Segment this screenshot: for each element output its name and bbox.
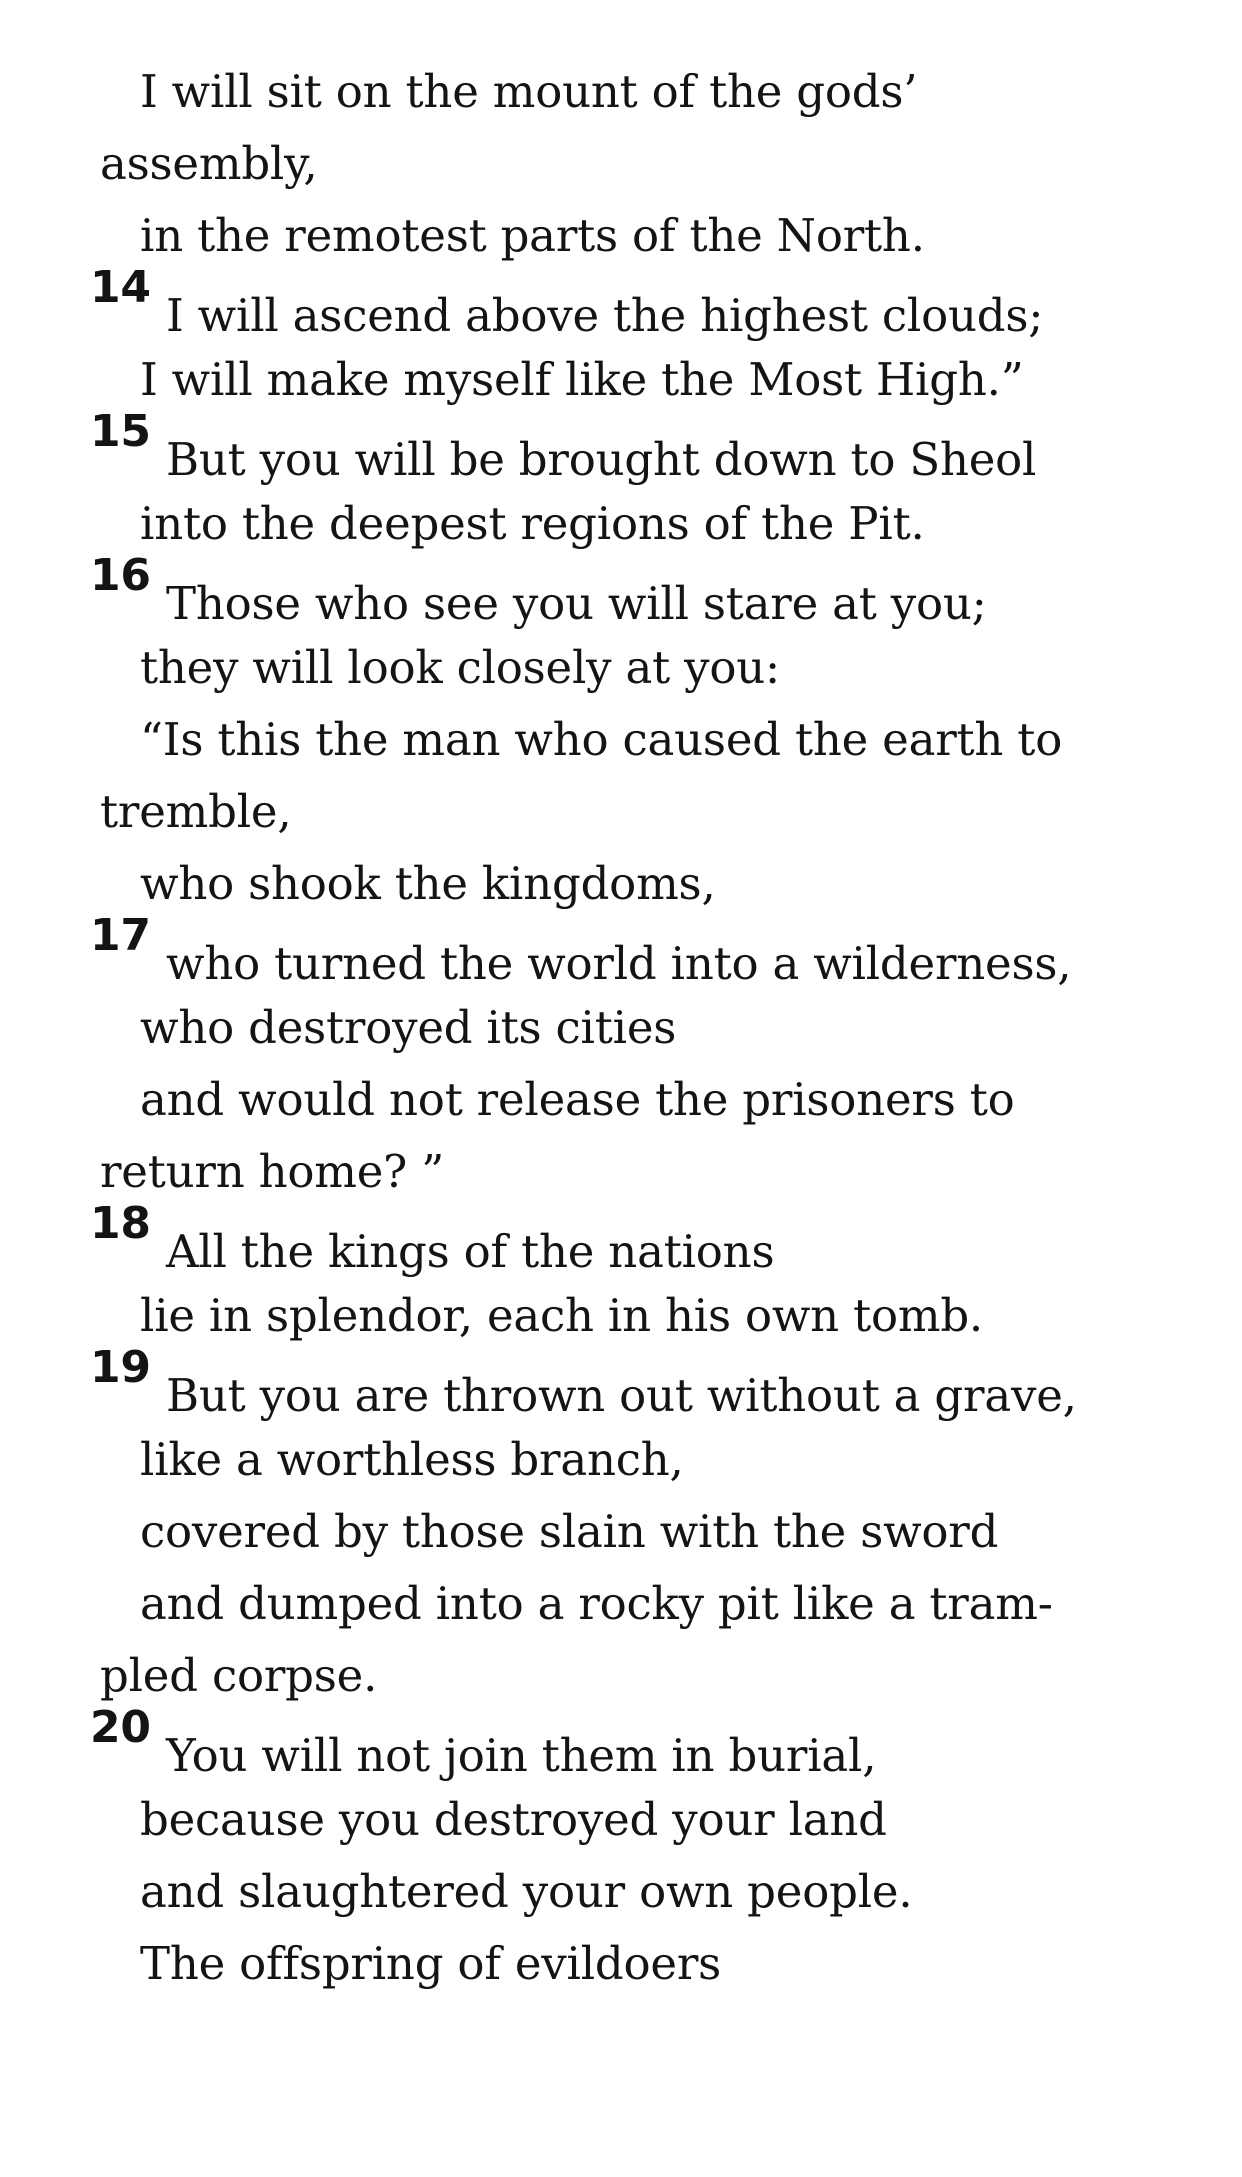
line-text: and would not release the prisoners to	[140, 1073, 1015, 1126]
line-text: Those who see you will stare at you;	[166, 577, 987, 630]
passage-line	[100, 1568, 1200, 1640]
passage-line	[100, 344, 1200, 416]
verse-16-line	[90, 550, 1200, 632]
passage-line	[100, 200, 1200, 272]
line-text: because you destroyed your land	[140, 1793, 887, 1846]
verse-17-line	[90, 910, 1200, 992]
line-text: who shook the kingdoms,	[140, 857, 716, 910]
line-text: pled corpse.	[100, 1649, 378, 1702]
verse-number: 18	[90, 1198, 151, 1249]
line-text: “Is this the man who caused the earth to	[140, 713, 1063, 766]
line-text: in the remotest parts of the North.	[140, 209, 925, 262]
line-text: I will sit on the mount of the gods’	[140, 65, 918, 118]
verse-number: 16	[90, 550, 151, 601]
verse-15-line	[90, 406, 1200, 488]
passage-line	[100, 1496, 1200, 1568]
line-text: covered by those slain with the sword	[140, 1505, 999, 1558]
line-text: But you will be brought down to Sheol	[166, 433, 1037, 486]
line-text: return home? ”	[100, 1145, 445, 1198]
line-text: and dumped into a rocky pit like a tram-	[140, 1577, 1053, 1630]
passage-line	[100, 1424, 1200, 1496]
passage-line	[100, 1136, 1200, 1208]
passage-line	[100, 776, 1200, 848]
passage-line	[100, 1640, 1200, 1712]
passage-line	[100, 488, 1200, 560]
verse-19-line	[90, 1342, 1200, 1424]
line-text: I will ascend above the highest clouds;	[166, 289, 1044, 342]
line-text: and slaughtered your own people.	[140, 1865, 913, 1918]
passage-line	[100, 848, 1200, 920]
verse-18-line	[90, 1198, 1200, 1280]
line-text: into the deepest regions of the Pit.	[140, 497, 925, 550]
verse-number: 20	[90, 1702, 151, 1753]
line-text: tremble,	[100, 785, 292, 838]
scripture-passage	[90, 56, 1200, 2000]
passage-line	[100, 1856, 1200, 1928]
passage-line	[100, 704, 1200, 776]
passage-line	[100, 1280, 1200, 1352]
line-text: I will make myself like the Most High.”	[140, 353, 1024, 406]
line-text: You will not join them in burial,	[166, 1729, 877, 1782]
passage-line	[100, 1064, 1200, 1136]
line-text: they will look closely at you:	[140, 641, 780, 694]
passage-line	[100, 992, 1200, 1064]
line-text: The offspring of evildoers	[140, 1937, 722, 1990]
passage-line	[100, 632, 1200, 704]
verse-number: 15	[90, 406, 151, 457]
line-text: assembly,	[100, 137, 318, 190]
line-text: like a worthless branch,	[140, 1433, 684, 1486]
passage-line	[100, 1928, 1200, 2000]
verse-number: 19	[90, 1342, 151, 1393]
line-text: But you are thrown out without a grave,	[166, 1369, 1077, 1422]
passage-line	[100, 56, 1200, 128]
passage-line	[100, 1784, 1200, 1856]
verse-number: 17	[90, 910, 151, 961]
line-text: All the kings of the nations	[166, 1225, 775, 1278]
verse-20-line	[90, 1702, 1200, 1784]
verse-number: 14	[90, 262, 151, 313]
passage-line	[100, 128, 1200, 200]
line-text: who destroyed its cities	[140, 1001, 677, 1054]
line-text: lie in splendor, each in his own tomb.	[140, 1289, 984, 1342]
verse-14-line	[90, 262, 1200, 344]
line-text: who turned the world into a wilderness,	[166, 937, 1072, 990]
